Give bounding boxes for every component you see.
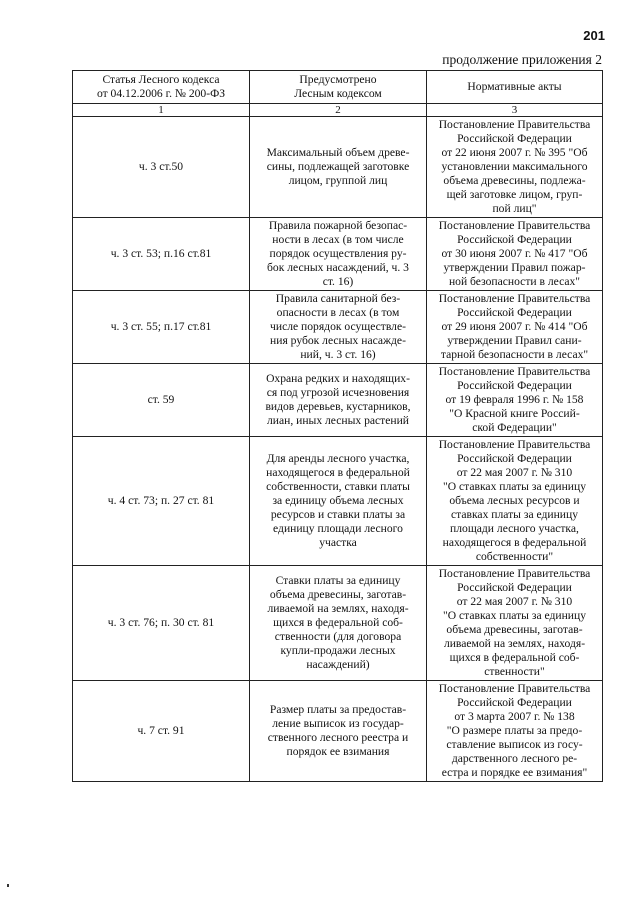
provision-cell: Размер платы за предостав- ление выписок из государ- ственного лесного реестра и порядок ее взимания — [250, 681, 427, 782]
act-cell: Постановление Правительства Российской Федерации от 30 июня 2007 г. № 417 "Об утверждении Правил пожар- ной безопасности в лесах" — [427, 218, 603, 291]
continuation-note: продолжение приложения 2 — [442, 52, 602, 67]
article-cell: ч. 3 ст.50 — [73, 117, 250, 218]
article-cell: ч. 7 ст. 91 — [73, 681, 250, 782]
normative-acts-table — [72, 70, 603, 782]
table-row — [73, 291, 603, 364]
act-cell: Постановление Правительства Российской Федерации от 19 февраля 1996 г. № 158 "О Красной книге Россий- ской Федерации" — [427, 364, 603, 437]
table-header-row — [73, 71, 603, 104]
table-row — [73, 437, 603, 566]
table-row — [73, 566, 603, 681]
article-cell: ч. 3 ст. 76; п. 30 ст. 81 — [73, 566, 250, 681]
header-provision: Предусмотрено Лесным кодексом — [250, 71, 427, 104]
act-cell: Постановление Правительства Российской Федерации от 22 мая 2007 г. № 310 "О ставках платы за единицу объема древесины, заготав- ливаемой на землях, находя- щихся в федеральной соб- ственности" — [427, 566, 603, 681]
table-row — [73, 364, 603, 437]
column-number-3: 3 — [427, 104, 603, 117]
header-article: Статья Лесного кодекса от 04.12.2006 г. № 200-ФЗ — [73, 71, 250, 104]
act-cell: Постановление Правительства Российской Федерации от 3 марта 2007 г. № 138 "О размере платы за предо- ставление выписок из госу- дарственного лесного ре- естра и порядке ее взимания" — [427, 681, 603, 782]
provision-cell: Правила пожарной безопас- ности в лесах (в том числе порядок осуществления ру- бок лесных насаждений, ч. 3 ст. 16) — [250, 218, 427, 291]
provision-cell: Для аренды лесного участка, находящегося в федеральной собственности, ставки платы за единицу объема лесных ресурсов и ставки платы за единицу площади лесного участка — [250, 437, 427, 566]
provision-cell: Охрана редких и находящих- ся под угрозой исчезновения видов деревьев, кустарников, лиан, иных лесных растений — [250, 364, 427, 437]
table-row — [73, 681, 603, 782]
act-cell: Постановление Правительства Российской Федерации от 22 июня 2007 г. № 395 "Об установлении максимального объема древесины, подлежа- щей заготовке лицом, груп- пой лиц" — [427, 117, 603, 218]
article-cell: ст. 59 — [73, 364, 250, 437]
article-cell: ч. 3 ст. 55; п.17 ст.81 — [73, 291, 250, 364]
act-cell: Постановление Правительства Российской Федерации от 29 июня 2007 г. № 414 "Об утверждении Правил сани- тарной безопасности в лесах" — [427, 291, 603, 364]
article-cell: ч. 4 ст. 73; п. 27 ст. 81 — [73, 437, 250, 566]
provision-cell: Ставки платы за единицу объема древесины, заготав- ливаемой на землях, находя- щихся в федеральной соб- ственности (для договора купли-продажи лесных насаждений) — [250, 566, 427, 681]
page-number: 201 — [583, 28, 605, 43]
table-row — [73, 218, 603, 291]
article-cell: ч. 3 ст. 53; п.16 ст.81 — [73, 218, 250, 291]
table-row — [73, 117, 603, 218]
header-acts: Нормативные акты — [427, 71, 603, 104]
provision-cell: Максимальный объем древе- сины, подлежащей заготовке лицом, группой лиц — [250, 117, 427, 218]
scan-edge-mark — [7, 884, 9, 887]
column-number-1: 1 — [73, 104, 250, 117]
column-number-2: 2 — [250, 104, 427, 117]
provision-cell: Правила санитарной без- опасности в лесах (в том числе порядок осуществле- ния рубок лесных насажде- ний, ч. 3 ст. 16) — [250, 291, 427, 364]
column-number-row — [73, 104, 603, 117]
act-cell: Постановление Правительства Российской Федерации от 22 мая 2007 г. № 310 "О ставках платы за единицу объема лесных ресурсов и ставках платы за единицу площади лесного участка, находящегося в федеральной собственности" — [427, 437, 603, 566]
